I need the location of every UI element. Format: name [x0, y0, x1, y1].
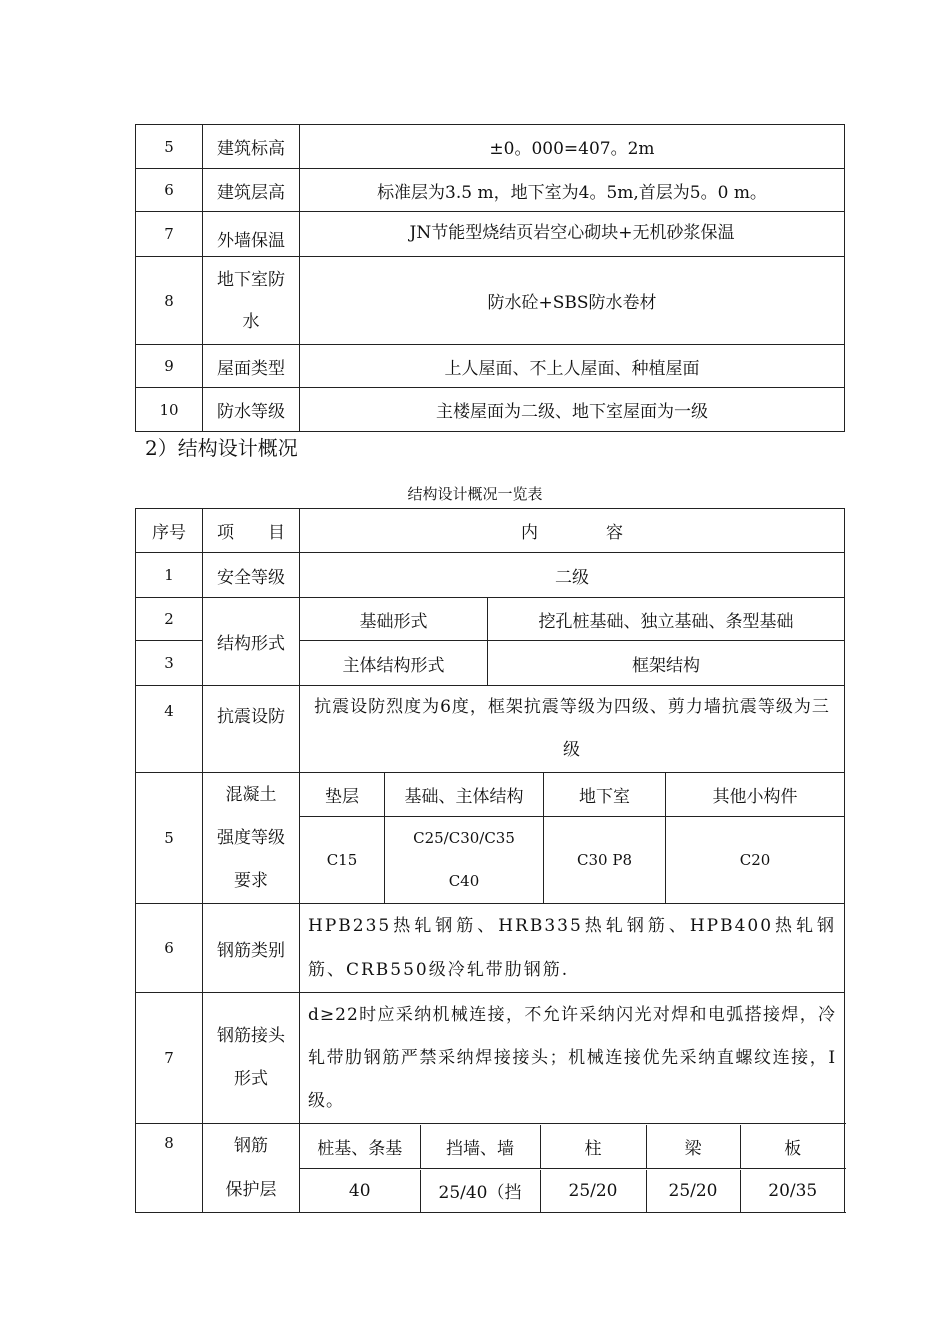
- row-number: 6: [136, 904, 203, 993]
- row-item-line: 水: [242, 311, 260, 332]
- row-item-line: 保护层: [225, 1180, 277, 1200]
- row-number: 9: [136, 345, 203, 388]
- table-row: [136, 388, 845, 432]
- row-content: HPB235热轧钢筋、HRB335热轧钢筋、HPB400热轧钢筋、CRB550级冷轧带肋钢筋.: [300, 904, 845, 993]
- row-content: 二级: [300, 553, 845, 598]
- row-item: 结构形式: [203, 598, 300, 686]
- sub-value: 框架结构: [488, 641, 845, 686]
- section-heading: 2）结构设计概况: [145, 436, 298, 460]
- table-row: [136, 257, 845, 345]
- header-number: 序号: [136, 509, 203, 553]
- row-item: 安全等级: [203, 553, 300, 598]
- row-item-line: 地下室防: [217, 269, 285, 290]
- table-row: [136, 904, 845, 993]
- row-content: 上人屋面、不上人屋面、种植屋面: [300, 345, 845, 388]
- row-item: [203, 257, 300, 345]
- cover-value: 25/20: [540, 1170, 646, 1212]
- grade-value: C15: [300, 817, 385, 904]
- cover-header: 桩基、条基: [300, 1125, 420, 1168]
- header-item: 项 目: [203, 509, 300, 553]
- row-number: 2: [136, 598, 203, 641]
- cover-header: 挡墙、墙: [420, 1125, 540, 1168]
- cover-header-table: [300, 1125, 845, 1168]
- table-row: [136, 1124, 845, 1169]
- table-row: [136, 553, 845, 598]
- grade-header: 垫层: [300, 773, 385, 817]
- building-overview-table: [135, 124, 845, 432]
- row-item-line: 强度等级: [217, 827, 285, 848]
- row-number: 7: [136, 212, 203, 257]
- row-content: ±0。000=407。2m: [300, 125, 845, 169]
- grade-value: C20: [666, 817, 845, 904]
- row-number: 8: [136, 257, 203, 345]
- cover-header-row: [300, 1125, 845, 1168]
- row-number: 5: [136, 773, 203, 904]
- table-header-row: [136, 509, 845, 553]
- table-row: [136, 598, 845, 641]
- row-item: 外墙保温: [203, 212, 300, 257]
- cover-header: 板: [740, 1125, 845, 1168]
- sub-value: 挖孔桩基础、独立基础、条型基础: [488, 598, 845, 641]
- row-item: [203, 773, 300, 904]
- row-number: 4: [136, 686, 203, 773]
- grade-header: 其他小构件: [666, 773, 845, 817]
- cover-value: 20/35: [740, 1170, 845, 1212]
- row-content: 标准层为3.5 m，地下室为4。5m,首层为5。0 m。: [300, 169, 845, 212]
- row-number: 3: [136, 641, 203, 686]
- cover-value: 25/20: [646, 1170, 740, 1212]
- row-item-line: 钢筋: [234, 1136, 268, 1156]
- row-content: 抗震设防烈度为6度，框架抗震等级为四级、剪力墙抗震等级为三级: [300, 686, 845, 773]
- row-number: 7: [136, 993, 203, 1124]
- table-row: [136, 169, 845, 212]
- row-content: JN节能型烧结页岩空心砌块+无机砂浆保温: [300, 212, 845, 257]
- grade-value: C30 P8: [544, 817, 666, 904]
- row-item: 屋面类型: [203, 345, 300, 388]
- row-number: 5: [136, 125, 203, 169]
- grade-value-line: C40: [448, 872, 480, 890]
- row-item: [203, 993, 300, 1124]
- row-number: 10: [136, 388, 203, 432]
- row-number: 8: [136, 1124, 203, 1213]
- grade-value: [385, 817, 544, 904]
- grade-value-line: C25/C30/C35: [413, 829, 515, 847]
- table-row: [136, 212, 845, 257]
- row-content: 防水砼+SBS防水卷材: [300, 257, 845, 345]
- cover-value-table: [300, 1170, 845, 1212]
- row-item: 建筑层高: [203, 169, 300, 212]
- sub-label: 基础形式: [300, 598, 488, 641]
- row-item: 建筑标高: [203, 125, 300, 169]
- row-item-line: 形式: [234, 1069, 268, 1089]
- table-caption: 结构设计概况一览表: [407, 485, 543, 503]
- row-item: [203, 1124, 300, 1213]
- row-item: 钢筋类别: [203, 904, 300, 993]
- table-row: [136, 993, 845, 1124]
- row-number: 1: [136, 553, 203, 598]
- row-item: 防水等级: [203, 388, 300, 432]
- row-content: 主楼屋面为二级、地下室屋面为一级: [300, 388, 845, 432]
- row-item: 抗震设防: [203, 686, 300, 773]
- row-content: d≥22时应采纳机械连接，不允许采纳闪光对焊和电弧搭接焊，冷轧带肋钢筋严禁采纳焊接接头；机械连接优先采纳直螺纹连接，Ⅰ级。: [300, 993, 845, 1124]
- header-content: 内 容: [300, 509, 845, 553]
- cover-value: 25/40（挡: [420, 1170, 540, 1212]
- row-item-line: 要求: [234, 870, 268, 891]
- cover-value-row: [300, 1170, 845, 1212]
- grade-header: 地下室: [544, 773, 666, 817]
- cover-subtable-cell: [300, 1124, 845, 1169]
- cover-header: 柱: [540, 1125, 646, 1168]
- cover-value: 40: [300, 1170, 420, 1212]
- table-row: [136, 125, 845, 169]
- table-row: [136, 345, 845, 388]
- row-number: 6: [136, 169, 203, 212]
- structure-overview-table: [135, 508, 845, 1213]
- cover-subtable-cell: [300, 1169, 845, 1213]
- row-item-line: 混凝土: [225, 784, 277, 805]
- table-row: [136, 773, 845, 817]
- cover-header: 梁: [646, 1125, 740, 1168]
- row-item-line: 钢筋接头: [217, 1026, 285, 1046]
- sub-label: 主体结构形式: [300, 641, 488, 686]
- grade-header: 基础、主体结构: [385, 773, 544, 817]
- table-row: [136, 686, 845, 773]
